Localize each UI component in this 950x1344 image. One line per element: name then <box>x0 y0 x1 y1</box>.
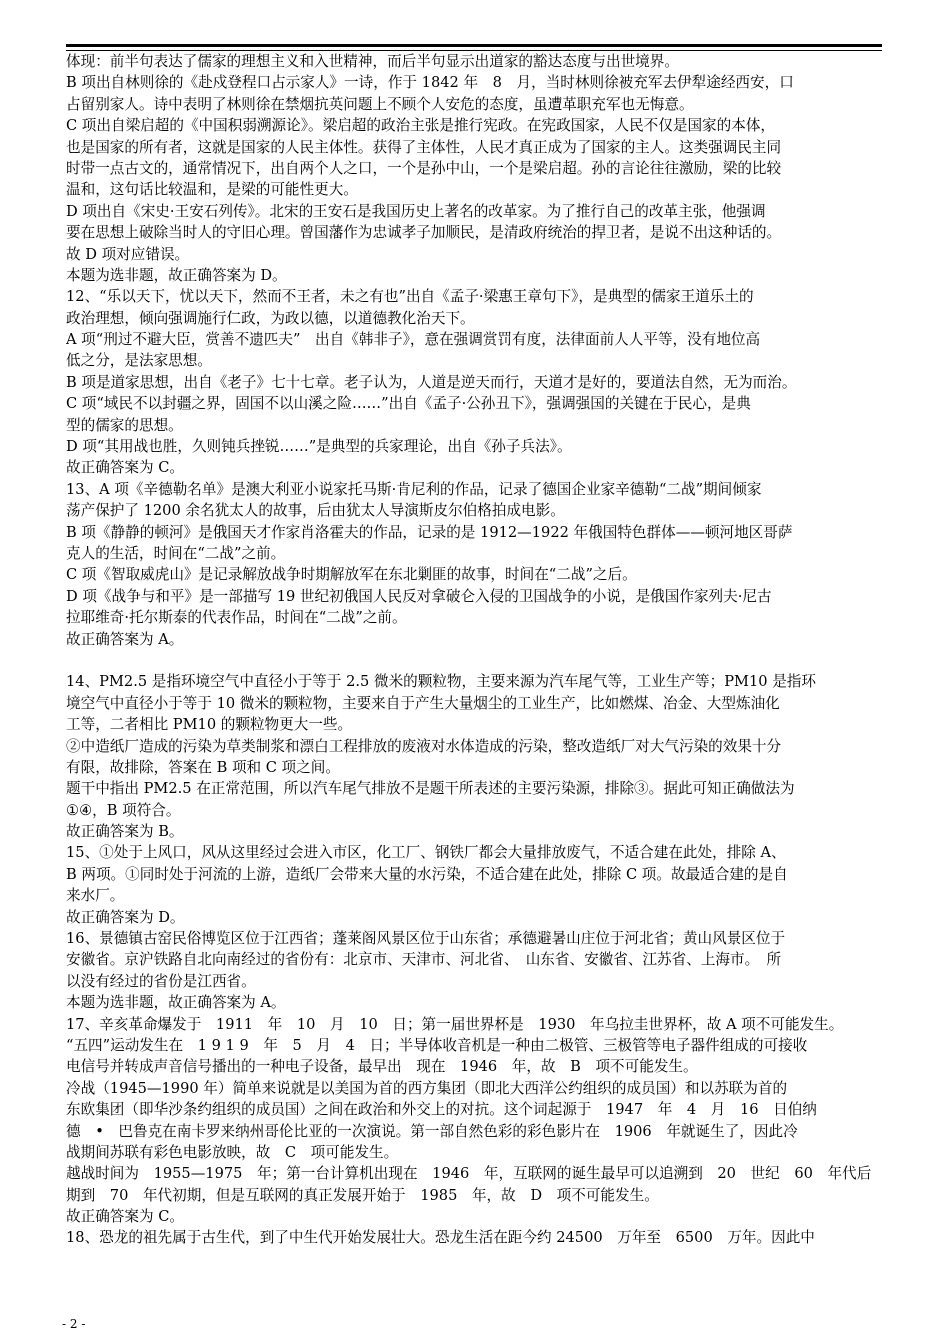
text-line: 故正确答案为 C。 <box>66 1208 184 1226</box>
text-line: 17、辛亥革命爆发于 1911 年 10 月 10 日；第一届世界杯是 1930 年乌拉圭世界杯，故 A 项不可能发生。 <box>66 1015 844 1033</box>
text-line: 东欧集团（即华沙条约组织的成员国）之间在政治和外交上的对抗。这个词起源于 1947 年 4 月 16 日伯纳 <box>66 1101 817 1119</box>
text-line: 本题为选非题，故正确答案为 A。 <box>66 994 286 1012</box>
text-line: 占留别家人。诗中表明了林则徐在禁烟抗英问题上不顾个人安危的态度，虽遭革职充军也无悔意。 <box>66 95 694 113</box>
text-line: 有限，故排除，答案在 B 项和 C 项之间。 <box>66 758 340 776</box>
text-line: 来水厂。 <box>66 887 125 905</box>
text-line: D 项“其用战也胜，久则钝兵挫锐……”是典型的兵家理论，出自《孙子兵法》。 <box>66 438 572 456</box>
text-line: 故正确答案为 B。 <box>66 823 184 841</box>
text-line: 德 • 巴鲁克在南卡罗来纳州哥伦比亚的一次演说。第一部自然色彩的彩色影片在 1906 年就诞生了，因此冷 <box>66 1122 798 1140</box>
text-line: 境空气中直径小于等于 10 微米的颗粒物，主要来自于产生大量烟尘的工业生产，比如燃煤、冶金、大型炼油化 <box>66 694 780 712</box>
text-line: 荡产保护了 1200 余名犹太人的故事，后由犹太人导演斯皮尔伯格拍成电影。 <box>66 502 565 520</box>
text-line: 故正确答案为 D。 <box>66 908 185 926</box>
text-line: B 两项。①同时处于河流的上游，造纸厂会带来大量的水污染，不适合建在此处，排除 C 项。故最适合建的是自 <box>66 865 788 883</box>
text-line: B 项是道家思想，出自《老子》七十七章。老子认为，人道是逆天而行，天道才是好的，要道法自然，无为而治。 <box>66 373 797 391</box>
text-line: 越战时间为 1955—1975 年；第一台计算机出现在 1946 年，互联网的诞生最早可以追溯到 20 世纪 60 年代后 <box>66 1165 872 1183</box>
text-line: 工等，二者相比 PM10 的颗粒物更大一些。 <box>66 716 353 734</box>
text-line: 安徽省。京沪铁路自北向南经过的省份有：北京市、天津市、河北省、 山东省、安徽省、江苏省、上海市。 所 <box>66 951 782 969</box>
text-line: 冷战（1945—1990 年）简单来说就是以美国为首的西方集团（即北大西洋公约组织的成员国）和以苏联为首的 <box>66 1079 788 1097</box>
text-line: 也是国家的所有者，这就是国家的人民主体性。获得了主体性，人民才真正成为了国家的主人。这类强调民主同 <box>66 138 782 156</box>
text-line: 战期间苏联有彩色电影放映，故 C 项可能发生。 <box>66 1143 399 1161</box>
blank-line <box>66 650 882 671</box>
text-line: 要在思想上破除当时人的守旧心理。曾国藩作为忠诚孝子加顺民，是清政府统治的捍卫者，是说不出这种话的。 <box>66 224 782 242</box>
text-line: “五四”运动发生在 1 9 1 9 年 5 月 4 日；半导体收音机是一种由二极管、三极管等电子器件组成的可接收 <box>66 1036 808 1054</box>
text-line: 故正确答案为 A。 <box>66 630 184 648</box>
text-line: 以没有经过的省份是江西省。 <box>66 972 256 990</box>
text-line: ①④，B 项符合。 <box>66 801 181 819</box>
text-line: B 项出自林则徐的《赴戍登程口占示家人》一诗，作于 1842 年 8 月，当时林则徐被充军去伊犁途经西安，口 <box>66 74 794 92</box>
text-line: 低之分，是法家思想。 <box>66 352 212 370</box>
text-line: C 项“域民不以封疆之界，固国不以山溪之险……”出自《孟子·公孙丑下》，强调强国的关键在于民心，是典 <box>66 395 751 413</box>
text-line: 克人的生活，时间在“二战”之前。 <box>66 544 286 562</box>
text-line: C 项出自梁启超的《中国积弱溯源论》。梁启超的政治主张是推行宪政。在宪政国家，人民不仅是国家的本体， <box>66 117 776 135</box>
text-line: 拉耶维奇·托尔斯泰的代表作品，时间在“二战”之前。 <box>66 609 407 627</box>
text-line: 时带一点古文的，通常情况下，出自两个人之口，一个是孙中山，一个是梁启超。孙的言论往往激励，梁的比较 <box>66 159 782 177</box>
text-line: C 项《智取威虎山》是记录解放战争时期解放军在东北剿匪的故事，时间在“二战”之后。 <box>66 566 637 584</box>
text-line: D 项出自《宋史·王安石列传》。北宋的王安石是我国历史上著名的改革家。为了推行自己的改革主张，他强调 <box>66 202 766 220</box>
text-line: 故 D 项对应错误。 <box>66 245 190 263</box>
text-line: 型的儒家的思想。 <box>66 416 183 434</box>
text-line: 期到 70 年代初期，但是互联网的真正发展开始于 1985 年，故 D 项不可能发生。 <box>66 1186 659 1204</box>
text-line: 体现：前半句表达了儒家的理想主义和入世精神，而后半句显示出道家的豁达态度与出世境界。 <box>66 53 679 70</box>
text-line: 15、①处于上风口，风从这里经过会进入市区，化工厂、钢铁厂都会大量排放废气，不适合建在此处，排除 A、 <box>66 844 786 862</box>
page-body <box>66 51 882 1249</box>
text-line: 16、景德镇古窑民俗博览区位于江西省；蓬莱阁风景区位于山东省；承德避暑山庄位于河北省；黄山风景区位于 <box>66 930 786 948</box>
text-line: A 项“刑过不避大臣，赏善不遗匹夫” 出自《韩非子》，意在强调赏罚有度，法律面前人人平等，没有地位高 <box>66 331 761 349</box>
text-line: D 项《战争与和平》是一部描写 19 世纪初俄国人民反对拿破仑入侵的卫国战争的小说，是俄国作家列夫·尼古 <box>66 587 772 605</box>
text-line: ②中造纸厂造成的污染为草类制浆和漂白工程排放的废液对水体造成的污染，整改造纸厂对大气污染的效果十分 <box>66 737 782 755</box>
text-line: 题干中指出 PM2.5 在正常范围，所以汽车尾气排放不是题干所表述的主要污染源，排除③。据此可知正确做法为 <box>66 780 795 798</box>
text-line: 故正确答案为 C。 <box>66 459 184 477</box>
text-line: 温和，这句话比较温和，是梁的可能性更大。 <box>66 181 358 199</box>
text-line: 14、PM2.5 是指环境空气中直径小于等于 2.5 微米的颗粒物，主要来源为汽车尾气等，工业生产等；PM10 是指环 <box>66 673 816 691</box>
text-line: 12、“乐以天下，忧以天下，然而不王者，未之有也”出自《孟子·梁惠王章句下》，是典型的儒家王道乐土的 <box>66 288 754 306</box>
page-number: - 2 - <box>62 1317 86 1331</box>
text-line: 电信号并转成声音信号播出的一种电子设备，最早出 现在 1946 年，故 B 项不可能发生。 <box>66 1058 698 1076</box>
text-line: 18、恐龙的祖先属于古生代，到了中生代开始发展壮大。恐龙生活在距今约 24500 万年至 6500 万年。因此中 <box>66 1229 815 1247</box>
text-line: 本题为选非题，故正确答案为 D。 <box>66 266 287 284</box>
header-rule-thick <box>66 44 882 47</box>
text-line: 13、A 项《辛德勒名单》是澳大利亚小说家托马斯·肯尼利的作品，记录了德国企业家辛德勒“二战”期间倾家 <box>66 480 762 498</box>
text-line: B 项《静静的顿河》是俄国天才作家肖洛霍夫的作品，记录的是 1912—1922 年俄国特色群体——顿河地区哥萨 <box>66 523 793 541</box>
text-line: 政治理想，倾向强调施行仁政，为政以德，以道德教化治天下。 <box>66 309 475 327</box>
